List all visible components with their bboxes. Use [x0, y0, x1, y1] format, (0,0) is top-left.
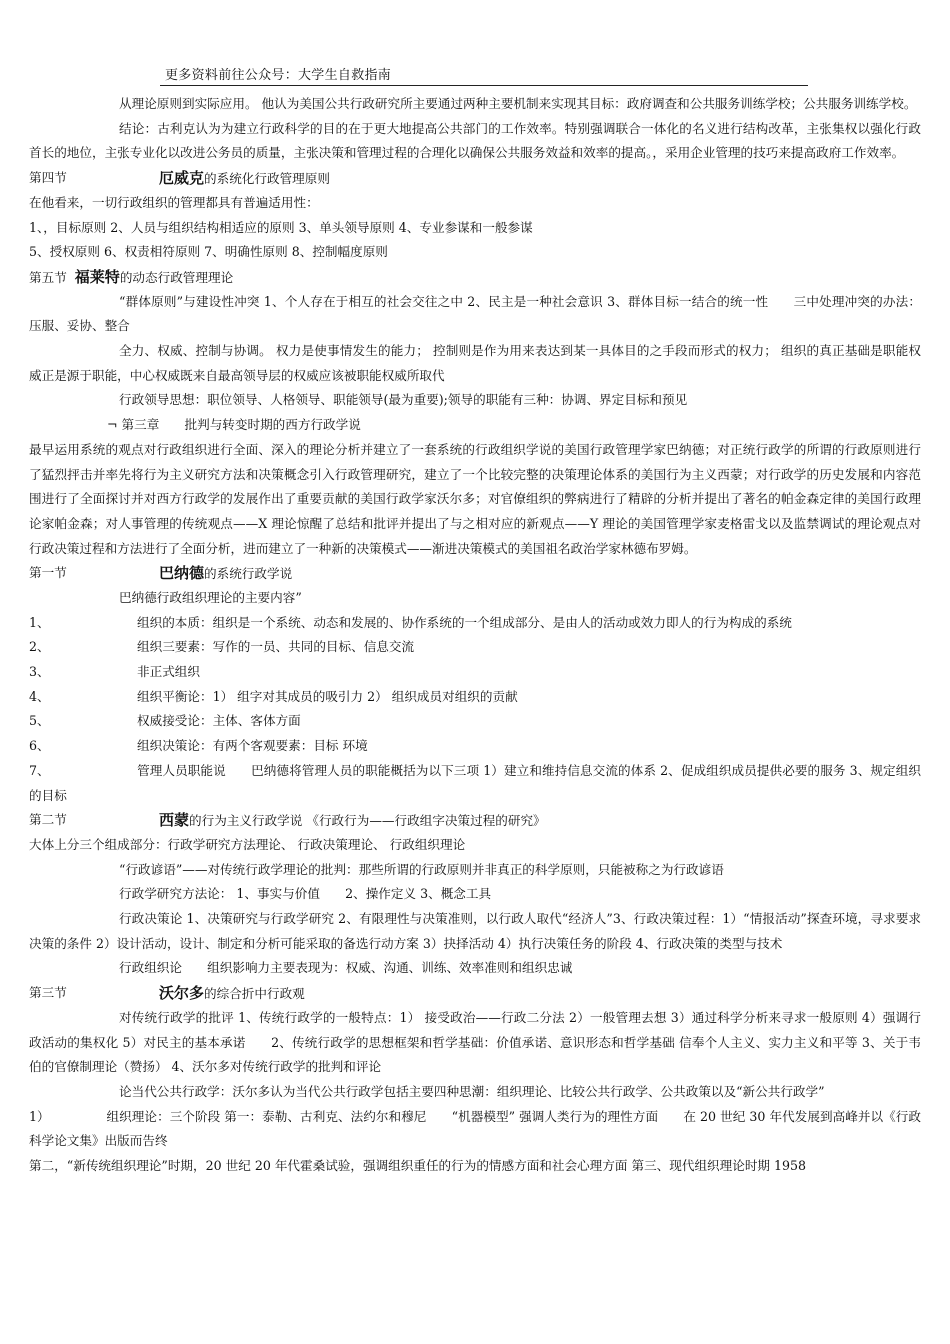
section-heading-4: [29, 166, 921, 191]
text-line: 在他看来，一切行政组织的管理都具有普遍适用性：: [29, 194, 319, 210]
paragraph: 对传统行政学的批评 1、传统行政学的一般特点：1） 接受政治——行政二分法 2）一般管理去想 3）通过科学分析来寻求一般原则 4）强调行政活动的集权化 5）对民主的基本承诺 2、传统行政学的思想框架和哲学基础：价值承诺、意识形态和哲学基础 信奉个人主义、实力主义和平等 3、关于韦伯的官僚制理论（赞扬） 4、沃尔多对传统行政学的批判和评论: [29, 1009, 921, 1075]
chapter-heading: ¬ 第三章 批判与转变时期的西方行政学说: [107, 417, 361, 433]
section-label: 第一节: [29, 565, 67, 581]
list-item: [29, 709, 921, 734]
text-line: 行政领导思想：职位领导、人格领导、职能领导(最为重要);领导的职能有三种：协调、界定目标和预见: [119, 392, 688, 408]
item-text: 权威接受论：主体、客体方面: [137, 713, 301, 729]
item-text: 非正式组织: [137, 664, 200, 680]
section-title: 的系统行政学说: [204, 566, 293, 582]
section-heading-waldo: [29, 981, 921, 1006]
person-name: 西蒙: [159, 811, 190, 830]
item-number: 2、: [29, 639, 50, 655]
item-text: 组织的本质：组织是一个系统、动态和发展的、协作系统的一个组成部分、是由人的活动或效力即人的行为构成的系统: [137, 614, 792, 630]
section-title: 的综合折中行政观: [204, 986, 305, 1002]
text-line: 行政学研究方法论： 1、事实与价值 2、操作定义 3、概念工具: [119, 886, 492, 902]
section-label: 第二节: [29, 812, 67, 828]
item-number: 6、: [29, 738, 50, 754]
item-number: 1、: [29, 614, 50, 630]
list-item: [29, 759, 921, 808]
list-item: [29, 635, 921, 660]
text-line: 行政组织论 组织影响力主要表现为：权威、沟通、训练、效率准则和组织忠诚: [119, 960, 573, 976]
item-number: 5、: [29, 713, 50, 729]
item-text: 组织三要素：写作的一员、共同的目标、信息交流: [137, 639, 415, 655]
list-item: [29, 685, 921, 710]
section-heading-barnard: [29, 561, 921, 586]
person-name: 巴纳德: [159, 564, 205, 583]
item-number: 4、: [29, 688, 50, 704]
item-text: 组织平衡论：1） 组字对其成员的吸引力 2） 组织成员对组织的贡献: [137, 688, 518, 704]
paragraph: “群体原则”与建设性冲突 1、个人存在于相互的社会交往之中 2、民主是一种社会意识 3、群体目标一结合的统一性 三中处理冲突的办法：压服、妥协、整合: [29, 293, 921, 334]
section-heading-simon: [29, 808, 921, 833]
person-name: 沃尔多: [159, 984, 205, 1003]
paragraph: 1） 组织理论：三个阶段 第一：泰勒、古利克、法约尔和穆尼 “机器模型” 强调人类行为的理性方面 在 20 世纪 30 年代发展到高峰并以《行政科学论文集》出版而告终: [29, 1108, 921, 1149]
paragraph: 从理论原则到实际应用。 他认为美国公共行政研究所主要通过两种主要机制来实现其目标：政府调查和公共服务训练学校；公共服务训练学校。: [119, 96, 917, 111]
paragraph: 行政决策论 1、决策研究与行政学研究 2、有限理性与决策准则，以行政人取代“经济人”3、行政决策过程：1）“情报活动”探查环境，寻求要求决策的条件 2）设计活动，设计、制定和分析可能采取的备选行动方案 3）抉择活动 4）执行决策任务的阶段 4、行政决策的类型与技术: [29, 911, 921, 951]
section-label: 第五节: [29, 269, 67, 285]
list-item: [29, 734, 921, 759]
item-number: 7、: [29, 762, 50, 778]
document-body: [29, 92, 921, 1179]
item-text: 组织决策论：有两个客观要素：目标 环境: [137, 738, 368, 754]
section-title: 的动态行政管理理论: [119, 269, 234, 285]
person-name: 厄威克: [159, 169, 205, 188]
page-header: 更多资料前往公众号：大学生自救指南: [165, 68, 392, 83]
section-title: 的系统化行政管理原则: [204, 171, 330, 187]
list-item: [29, 611, 921, 636]
text-line: 1、，目标原则 2、人员与组织结构相适应的原则 3、单头领导原则 4、专业参谋和一般参谋: [29, 219, 533, 235]
section-label: 第四节: [29, 170, 67, 186]
text-line: “行政谚语”——对传统行政学理论的批判：那些所谓的行政原则并非真正的科学原则，只能被称之为行政谚语: [119, 861, 724, 877]
list-item: [29, 660, 921, 685]
text-line: 第二，“新传统组织理论”时期，20 世纪 20 年代霍桑试验，强调组织重任的行为的情感方面和社会心理方面 第三、现代组织理论时期 1958: [29, 1158, 807, 1174]
text-line: 大体上分三个组成部分：行政学研究方法理论、 行政决策理论、 行政组织理论: [29, 836, 466, 852]
section-heading-5: [29, 265, 921, 290]
paragraph: 结论：古利克认为为建立行政科学的目的在于更大地提高公共部门的工作效率。特别强调联合一体化的名义进行结构改革，主张集权以强化行政首长的地位，主张专业化以改进公务员的质量，主张决策和管理过程的合理化以确保公共服务效益和效率的提高。，采用企业管理的技巧来提高政府工作效率。: [29, 120, 921, 161]
section-title: 的行为主义行政学说 《行政行为——行政组字决策过程的研究》: [189, 813, 546, 829]
person-name: 福莱特: [74, 267, 120, 286]
paragraph: 最早运用系统的观点对行政组织进行全面、深入的理论分析并建立了一套系统的行政组织学说的美国行政管理学家巴纳德；对正统行政学的所谓的行政原则进行了猛烈抨击并率先将行为主义研究方法和决策概念引入行政管理研究，建立了一个比较完整的决策理论体系的美国行为主义西蒙；对行政学的历史发展和内容范围进行了全面探讨并对西方行政学的发展作出了重要贡献的美国行政学家沃尔多；对官僚组织的弊病进行了精辟的分析并提出了著名的帕金森定律的美国行政理论家帕金森；对人事管理的传统观点——X 理论惊醒了总结和批评并提出了与之相对应的新观点——Y 理论的美国管理学家麦格雷戈以及监禁调试的理论观点对行政决策过程和方法进行了全面分析，进而建立了一种新的决策模式——渐进决策模式的美国祖名政治学家林德布罗姆。: [29, 441, 921, 556]
text-line: 5、授权原则 6、权责相符原则 7、明确性原则 8、控制幅度原则: [29, 244, 388, 260]
item-number: 3、: [29, 664, 50, 680]
item-text: 管理人员职能说 巴纳德将管理人员的职能概括为以下三项 1）建立和维持信息交流的体系 2、促成组织成员提供必要的服务 3、规定组织的目标: [29, 762, 921, 803]
paragraph: 全力、权威、控制与协调。 权力是使事情发生的能力； 控制则是作为用来表达到某一具体目的之手段而形式的权力； 组织的真正基础是职能权威正是源于职能，中心权威既来自最高领导层的权威应该被职能权威所取代: [29, 343, 921, 383]
text-line: 巴纳德行政组织理论的主要内容”: [119, 590, 302, 606]
paragraph: 论当代公共行政学：沃尔多认为当代公共行政学包括主要四种思潮：组织理论、比较公共行政学、公共政策以及“新公共行政学”: [119, 1083, 825, 1099]
header-divider: [160, 85, 808, 86]
section-label: 第三节: [29, 985, 67, 1001]
